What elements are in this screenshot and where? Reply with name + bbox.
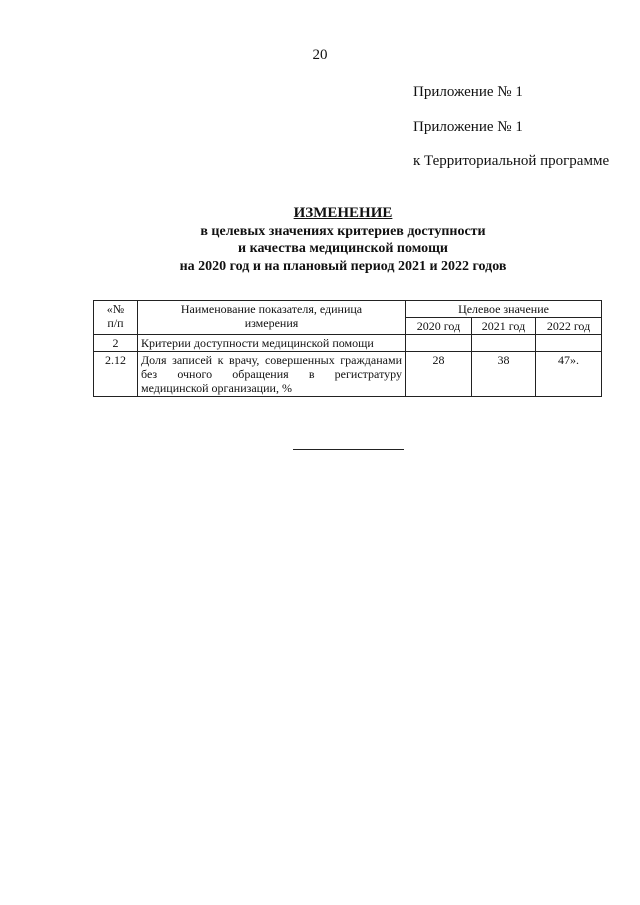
header-number [94,301,138,335]
title-line: в целевых значениях критериев доступности [200,223,486,239]
table-row [94,352,602,397]
row-number: 2 [94,335,138,352]
header-year: 2022 год [536,318,602,335]
row-number: 2.12 [94,352,138,397]
page-number: 20 [312,47,328,63]
annex-label: Приложение № 1 [413,84,523,100]
title-main: ИЗМЕНЕНИЕ [293,205,393,221]
row-indicator-name: Доля записей к врачу, совершенных гражданами без очного обращения в регистратуру медицинской организации, % [138,352,406,397]
title-line: на 2020 год и на плановый период 2021 и 2022 годов [179,258,507,274]
row-value: 38 [472,352,536,397]
header-number-line: «№ [106,302,125,316]
header-number-line: п/п [107,316,124,330]
row-value [472,335,536,352]
header-target-value: Целевое значение [406,301,602,318]
table-row [94,335,602,352]
row-value: 28 [406,352,472,397]
document-title [0,205,640,275]
closing-rule-divider [293,449,404,450]
header-year: 2020 год [406,318,472,335]
title-line: и качества медицинской помощи [238,241,448,256]
row-value [406,335,472,352]
header-year: 2021 год [472,318,536,335]
header-name-line: измерения [244,316,299,330]
annex-label: Приложение № 1 [413,119,523,135]
table-header-row [94,301,602,318]
row-value: 47». [536,352,602,397]
criteria-table [93,300,602,397]
annex-program-label: к Территориальной программе [413,153,610,169]
header-name-line: Наименование показателя, единица [180,302,363,316]
header-indicator-name [138,301,406,335]
row-indicator-name: Критерии доступности медицинской помощи [138,335,406,352]
row-value [536,335,602,352]
